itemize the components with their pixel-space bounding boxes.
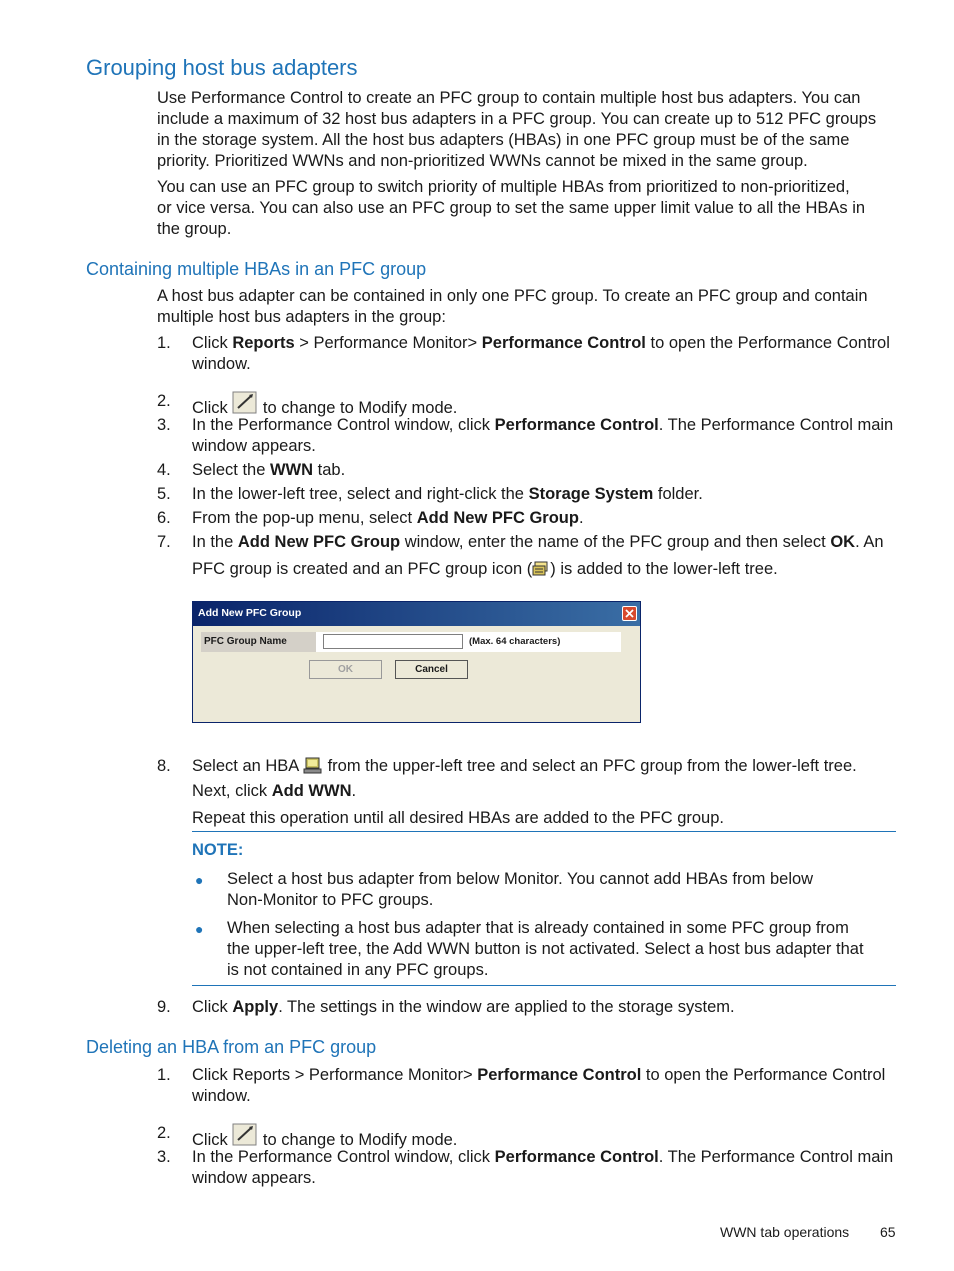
ok-button[interactable]: OK bbox=[309, 660, 382, 679]
max-characters-hint: (Max. 64 characters) bbox=[469, 636, 561, 647]
page-number: 65 bbox=[880, 1224, 896, 1240]
footer-section-label: WWN tab operations bbox=[720, 1224, 850, 1240]
step-7: In the Add New PFC Group window, enter the name of the PFC group and then select OK. An PFC group is created and an PFC group icon ( ) is added to the lower-left tree. bbox=[192, 532, 884, 584]
cancel-button[interactable]: Cancel bbox=[395, 660, 468, 679]
bullet-dot: ● bbox=[195, 921, 204, 937]
step-number: 7. bbox=[157, 533, 171, 551]
pfc-group-icon bbox=[532, 560, 550, 584]
section-title-deleting: Deleting an HBA from an PFC group bbox=[86, 1037, 377, 1057]
step-5: In the lower-left tree, select and right-click the Storage System folder. bbox=[192, 485, 703, 503]
section-title-containing: Containing multiple HBAs in an PFC group bbox=[86, 259, 427, 279]
pfc-group-name-input[interactable] bbox=[323, 634, 463, 649]
note-bottom-rule bbox=[192, 985, 896, 986]
step-3: In the Performance Control window, click Performance Control. The Performance Control main window appears. bbox=[192, 416, 894, 455]
step-2: Click to change to Modify mode. bbox=[192, 391, 457, 421]
step-number: 8. bbox=[157, 757, 171, 775]
pfc-group-name-row bbox=[201, 632, 621, 652]
step-9: Click Apply. The settings in the window are applied to the storage system. bbox=[192, 998, 735, 1016]
close-icon[interactable] bbox=[622, 606, 637, 621]
hba-icon bbox=[303, 757, 323, 781]
note-label: NOTE: bbox=[192, 841, 244, 859]
step-4: Select the WWN tab. bbox=[192, 461, 346, 479]
note-bullet-1: Select a host bus adapter from below Monitor. You cannot add HBAs from below Non-Monitor to PFC groups. bbox=[227, 870, 814, 909]
section-title-grouping: Grouping host bus adapters bbox=[86, 55, 358, 80]
priority-paragraph: You can use an PFC group to switch priority of multiple HBAs from prioritized to non-prioritized, or vice versa. You can also use an PFC group to set the same upper limit value to all the HBAs in the group. bbox=[157, 178, 866, 238]
dialog-title: Add New PFC Group bbox=[198, 607, 302, 619]
step-number: 3. bbox=[157, 1148, 171, 1166]
containing-intro: A host bus adapter can be contained in only one PFC group. To create an PFC group and contain multiple host bus adapters in the group: bbox=[157, 287, 868, 326]
step-8: Select an HBA from the upper-left tree and select an PFC group from the lower-left tree. Next, click Add WWN. Repeat this operation until all desired HBAs are added to the PFC group. bbox=[192, 757, 857, 827]
bullet-dot: ● bbox=[195, 872, 204, 888]
step-number: 1. bbox=[157, 334, 171, 352]
delete-step-1: Click Reports > Performance Monitor> Performance Control to open the Performance Control window. bbox=[192, 1066, 886, 1105]
dialog-title-bar bbox=[193, 602, 640, 626]
delete-step-2: Click to change to Modify mode. bbox=[192, 1123, 457, 1153]
step-number: 4. bbox=[157, 461, 171, 479]
step-number: 3. bbox=[157, 416, 171, 434]
step-number: 6. bbox=[157, 509, 171, 527]
step-number: 9. bbox=[157, 998, 171, 1016]
intro-paragraph: Use Performance Control to create an PFC group to contain multiple host bus adapters. You can include a maximum of 32 host bus adapters in a PFC group. You can create up to 512 PFC groups in the storage system. All the host bus adapters (HBAs) in one PFC group must be of the same priority. Prioritized WWNs and non-prioritized WWNs cannot be mixed in the same group. bbox=[157, 89, 877, 170]
note-bullet-2: When selecting a host bus adapter that is already contained in some PFC group from the upper-left tree, the Add WWN button is not activated. Select a host bus adapter that is not contained in any PFC groups. bbox=[227, 919, 864, 979]
step-number: 2. bbox=[157, 392, 171, 410]
step-1: Click Reports > Performance Monitor> Performance Control to open the Performance Control window. bbox=[192, 334, 890, 373]
step-6: From the pop-up menu, select Add New PFC Group. bbox=[192, 509, 584, 527]
step-number: 1. bbox=[157, 1066, 171, 1084]
note-top-rule bbox=[192, 831, 896, 832]
step-number: 5. bbox=[157, 485, 171, 503]
step-number: 2. bbox=[157, 1124, 171, 1142]
add-new-pfc-group-dialog bbox=[192, 601, 641, 723]
delete-step-3: In the Performance Control window, click Performance Control. The Performance Control main window appears. bbox=[192, 1148, 894, 1187]
pfc-group-name-label: PFC Group Name bbox=[201, 632, 316, 652]
